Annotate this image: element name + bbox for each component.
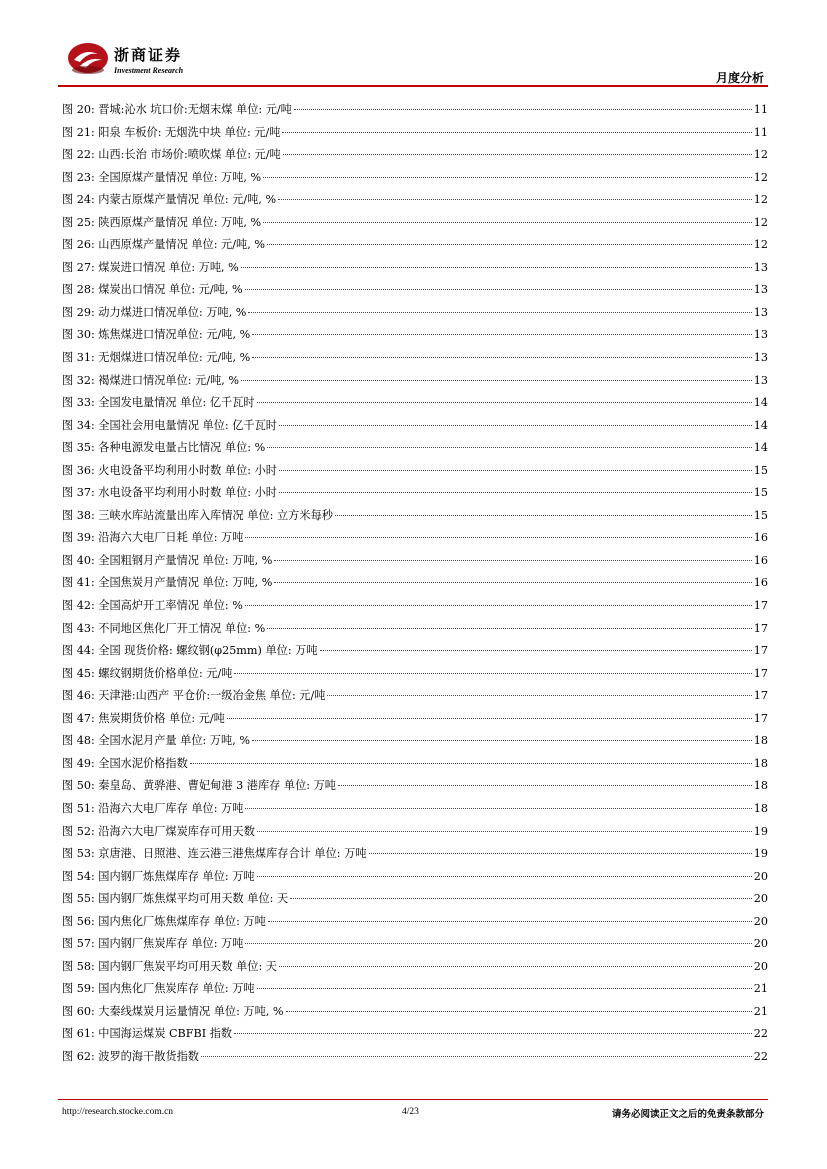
toc-entry[interactable] [62,913,768,936]
toc-entry-page: 12 [753,170,768,184]
toc-entry-page: 11 [753,103,768,116]
toc-entry-page: 17 [753,644,768,658]
dot-leader [245,605,752,606]
toc-entry[interactable] [62,777,768,800]
dot-leader [245,943,751,944]
toc-entry[interactable] [62,169,768,192]
toc-entry-label: 图 29: 动力煤进口情况单位: 万吨, % [62,305,247,319]
dot-leader [257,831,752,832]
toc-entry[interactable] [62,484,768,507]
dot-leader [369,853,752,854]
toc-entry-page: 13 [753,260,768,274]
toc-entry-page: 16 [753,576,768,590]
toc-entry[interactable] [62,372,768,395]
toc-entry-label: 图 34: 全国社会用电量情况 单位: 亿千瓦时 [62,418,277,432]
toc-entry[interactable] [62,597,768,620]
toc-entry-page: 12 [753,148,768,162]
dot-leader [279,470,752,471]
toc-entry-label: 图 58: 国内钢厂焦炭平均可用天数 单位: 天 [62,959,277,973]
toc-entry[interactable] [62,687,768,710]
toc-entry-page: 22 [753,1027,768,1041]
toc-entry-label: 图 21: 阳泉 车板价: 无烟洗中块 单位: 元/吨 [62,125,281,139]
toc-entry-page: 13 [753,283,768,297]
toc-entry-page: 19 [753,824,768,838]
toc-entry-page: 14 [753,418,768,432]
dot-leader [279,492,752,493]
toc-entry[interactable] [62,191,768,214]
dot-leader [252,357,752,358]
toc-entry-label: 图 31: 无烟煤进口情况单位: 元/吨, % [62,351,251,365]
toc-entry-label: 图 37: 水电设备平均利用小时数 单位: 小时 [62,486,277,500]
toc-entry-page: 17 [753,711,768,725]
dot-leader [252,334,752,335]
toc-entry[interactable] [62,124,768,147]
toc-entry-label: 图 25: 陕西原煤产量情况 单位: 万吨, % [62,215,262,229]
toc-entry[interactable] [62,146,768,169]
toc-entry[interactable] [62,620,768,643]
toc-entry-label: 图 43: 不同地区焦化厂开工情况 单位: % [62,621,266,635]
toc-entry[interactable] [62,349,768,372]
dot-leader [245,808,751,809]
dot-leader [267,244,752,245]
dot-leader [278,199,752,200]
toc-entry-label: 图 36: 火电设备平均利用小时数 单位: 小时 [62,463,277,477]
toc-entry[interactable] [62,101,768,124]
figure-list [62,101,768,1071]
dot-leader [274,582,751,583]
dot-leader [279,966,752,967]
toc-entry[interactable] [62,935,768,958]
toc-entry-page: 11 [753,125,768,139]
toc-entry-page: 16 [753,531,768,545]
dot-leader [338,785,752,786]
toc-entry-label: 图 38: 三峡水库站流量出库入库情况 单位: 立方米每秒 [62,508,333,522]
toc-entry-label: 图 46: 天津港:山西产 平仓价:一级冶金焦 单位: 元/吨 [62,689,326,703]
dot-leader [267,447,751,448]
toc-entry-page: 22 [753,1049,768,1063]
toc-entry[interactable] [62,304,768,327]
toc-entry-page: 12 [753,215,768,229]
toc-entry-label: 图 60: 大秦线煤炭月运量情况 单位: 万吨, % [62,1004,284,1018]
toc-entry-label: 图 47: 焦炭期货价格 单位: 元/吨 [62,711,225,725]
report-type: 月度分析 [715,71,764,85]
toc-entry-label: 图 40: 全国粗钢月产量情况 单位: 万吨, % [62,553,273,567]
dot-leader [201,1056,752,1057]
toc-entry-label: 图 44: 全国 现货价格: 螺纹钢(φ25mm) 单位: 万吨 [62,644,318,658]
toc-entry-label: 图 49: 全国水泥价格指数 [62,756,188,770]
toc-entry-page: 21 [753,1004,768,1018]
toc-entry-page: 13 [753,373,768,387]
toc-entry-page: 18 [753,734,768,748]
toc-entry-page: 13 [753,351,768,365]
toc-entry-label: 图 61: 中国海运煤炭 CBFBI 指数 [62,1027,233,1041]
toc-entry[interactable] [62,665,768,688]
dot-leader [286,1011,752,1012]
toc-entry[interactable] [62,1048,768,1071]
toc-entry-label: 图 55: 国内钢厂炼焦煤平均可用天数 单位: 天 [62,892,289,906]
toc-entry-label: 图 33: 全国发电量情况 单位: 亿千瓦时 [62,396,255,410]
toc-entry[interactable] [62,507,768,530]
toc-entry[interactable] [62,890,768,913]
toc-entry-label: 图 48: 全国水泥月产量 单位: 万吨, % [62,734,250,748]
toc-entry-label: 图 35: 各种电源发电量占比情况 单位: % [62,441,266,455]
brand-name: 浙商证券 [114,46,183,64]
toc-entry-label: 图 52: 沿海六大电厂煤炭库存可用天数 [62,824,255,838]
toc-entry-page: 20 [753,892,768,906]
toc-entry-page: 14 [753,441,768,455]
toc-entry-label: 图 32: 褐煤进口情况单位: 元/吨, % [62,373,240,387]
dot-leader [283,154,752,155]
logo-icon [66,40,110,76]
toc-entry-page: 15 [753,463,768,477]
toc-entry-page: 20 [753,869,768,883]
toc-entry-page: 20 [753,959,768,973]
toc-entry[interactable] [62,980,768,1003]
dot-leader [190,763,752,764]
toc-entry-label: 图 41: 全国焦炭月产量情况 单位: 万吨, % [62,576,273,590]
toc-entry[interactable] [62,236,768,259]
toc-entry-label: 图 59: 国内焦化厂焦炭库存 单位: 万吨 [62,982,255,996]
toc-entry-page: 20 [753,914,768,928]
toc-entry-label: 图 51: 沿海六大电厂库存 单位: 万吨 [62,801,244,815]
dot-leader [257,988,752,989]
toc-entry-label: 图 28: 煤炭出口情况 单位: 元/吨, % [62,283,243,297]
toc-entry[interactable] [62,1003,768,1026]
dot-leader [282,132,751,133]
toc-entry[interactable] [62,823,768,846]
dot-leader [227,718,752,719]
dot-leader [252,740,752,741]
dot-leader [294,109,752,110]
toc-entry-page: 18 [753,779,768,793]
toc-entry[interactable] [62,574,768,597]
dot-leader [327,695,751,696]
toc-entry[interactable] [62,439,768,462]
toc-entry[interactable] [62,800,768,823]
toc-entry-label: 图 50: 秦皇岛、黄骅港、曹妃甸港 3 港库存 单位: 万吨 [62,779,336,793]
toc-entry-page: 13 [753,305,768,319]
toc-entry-label: 图 26: 山西原煤产量情况 单位: 元/吨, % [62,238,265,252]
toc-entry-label: 图 54: 国内钢厂炼焦煤库存 单位: 万吨 [62,869,255,883]
dot-leader [241,380,752,381]
toc-entry-page: 17 [753,599,768,613]
toc-entry[interactable] [62,710,768,733]
dot-leader [267,628,751,629]
dot-leader [234,673,751,674]
dot-leader [268,921,752,922]
dot-leader [335,515,752,516]
toc-entry-label: 图 24: 内蒙古原煤产量情况 单位: 元/吨, % [62,193,277,207]
toc-entry-page: 18 [753,756,768,770]
dot-leader [279,425,752,426]
toc-entry[interactable] [62,642,768,665]
toc-entry[interactable] [62,868,768,891]
dot-leader [263,177,752,178]
toc-entry-page: 18 [753,801,768,815]
toc-entry-page: 17 [753,689,768,703]
toc-entry[interactable] [62,1025,768,1048]
toc-entry[interactable] [62,214,768,237]
toc-entry-page: 20 [753,937,768,951]
toc-entry-label: 图 62: 波罗的海干散货指数 [62,1049,199,1063]
toc-entry[interactable] [62,845,768,868]
page-number: 4/23 [402,1107,419,1117]
toc-entry-label: 图 23: 全国原煤产量情况 单位: 万吨, % [62,170,262,184]
toc-entry-page: 15 [753,508,768,522]
toc-entry-page: 12 [753,193,768,207]
header-divider [58,85,768,87]
toc-entry-page: 16 [753,553,768,567]
footer-url[interactable]: http://research.stocke.com.cn [62,1107,174,1117]
toc-entry[interactable] [62,732,768,755]
dot-leader [241,267,752,268]
disclaimer-note: 请务必阅读正文之后的免责条款部分 [611,1109,764,1120]
toc-entry-page: 15 [753,486,768,500]
toc-entry[interactable] [62,552,768,575]
toc-entry-label: 图 27: 煤炭进口情况 单位: 万吨, % [62,260,239,274]
toc-entry-page: 21 [753,982,768,996]
toc-entry-page: 12 [753,238,768,252]
toc-entry[interactable] [62,462,768,485]
toc-entry-page: 13 [753,328,768,342]
dot-leader [245,537,751,538]
toc-entry[interactable] [62,755,768,778]
toc-entry-label: 图 39: 沿海六大电厂日耗 单位: 万吨 [62,531,244,545]
toc-entry-label: 图 57: 国内钢厂焦炭库存 单位: 万吨 [62,937,244,951]
page-header [0,0,827,90]
dot-leader [248,312,751,313]
toc-entry[interactable] [62,417,768,440]
dot-leader [290,898,752,899]
dot-leader [257,402,752,403]
dot-leader [263,222,752,223]
toc-entry[interactable] [62,958,768,981]
toc-entry-page: 17 [753,666,768,680]
dot-leader [274,560,751,561]
toc-entry[interactable] [62,281,768,304]
footer-divider [58,1099,768,1100]
toc-entry-page: 19 [753,847,768,861]
toc-entry[interactable] [62,394,768,417]
toc-entry[interactable] [62,529,768,552]
dot-leader [234,1033,752,1034]
toc-entry-label: 图 42: 全国高炉开工率情况 单位: % [62,599,243,613]
toc-entry-label: 图 30: 炼焦煤进口情况单位: 元/吨, % [62,328,251,342]
toc-entry-page: 17 [753,621,768,635]
dot-leader [245,289,752,290]
toc-entry-label: 图 45: 螺纹钢期货价格单位: 元/吨 [62,666,233,680]
dot-leader [257,876,752,877]
brand-subtitle: Investment Research [114,66,184,75]
toc-entry-page: 14 [753,396,768,410]
page-footer [0,1095,827,1135]
toc-entry[interactable] [62,259,768,282]
dot-leader [320,650,752,651]
toc-entry-label: 图 22: 山西:长治 市场价:喷吹煤 单位: 元/吨 [62,148,281,162]
toc-entry-label: 图 56: 国内焦化厂炼焦煤库存 单位: 万吨 [62,914,266,928]
toc-entry-label: 图 53: 京唐港、日照港、连云港三港焦煤库存合计 单位: 万吨 [62,847,367,861]
toc-entry[interactable] [62,326,768,349]
toc-entry-label: 图 20: 晋城:沁水 坑口价:无烟末煤 单位: 元/吨 [62,103,292,116]
